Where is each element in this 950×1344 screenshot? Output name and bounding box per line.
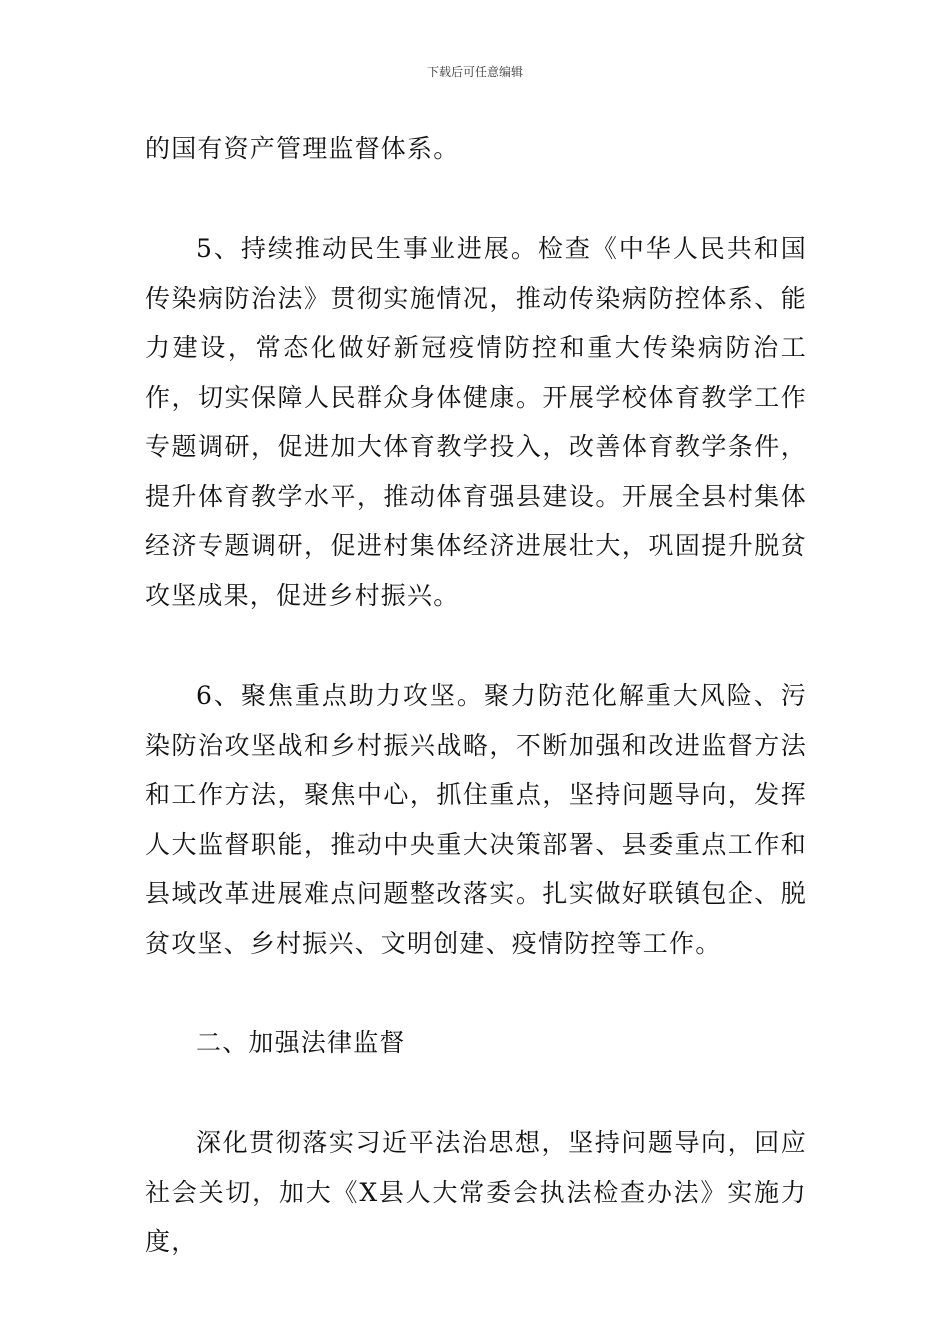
page-header: 下载后可任意编辑 xyxy=(426,65,523,79)
paragraph-item-5: 5、持续推动民生事业进展。检查《中华人民共和国传染病防治法》贯彻实施情况，推动传染病防控体系、能力建设，常态化做好新冠疫情防控和重大传染病防治工作，切实保障人民群众身体健康。开展学校体育教学工作专题调研，促进加大体育教学投入，改善体育教学条件，提升体育教学水平，推动体育强县建设。开展全县村集体经济专题调研，促进村集体经济进展壮大，巩固提升脱贫攻坚成果，促进乡村振兴。 xyxy=(145,234,807,610)
paragraph-continuation: 的国有资产管理监督体系。 xyxy=(145,134,460,163)
section-heading: 二、加强法律监督 xyxy=(196,1028,406,1057)
paragraph-item-6: 6、聚焦重点助力攻坚。聚力防范化解重大风险、污染防治攻坚战和乡村振兴战略，不断加强和改进监督方法和工作方法，聚焦中心，抓住重点，坚持问题导向，发挥人大监督职能，推动中央重大决策部署、县委重点工作和县域改革进展难点问题整改落实。扎实做好联镇包企、脱贫攻坚、乡村振兴、文明创建、疫情防控等工作。 xyxy=(145,681,807,958)
paragraph-section-2-intro: 深化贯彻落实习近平法治思想，坚持问题导向，回应社会关切，加大《X县人大常委会执法检查办法》实施力度， xyxy=(145,1128,807,1256)
